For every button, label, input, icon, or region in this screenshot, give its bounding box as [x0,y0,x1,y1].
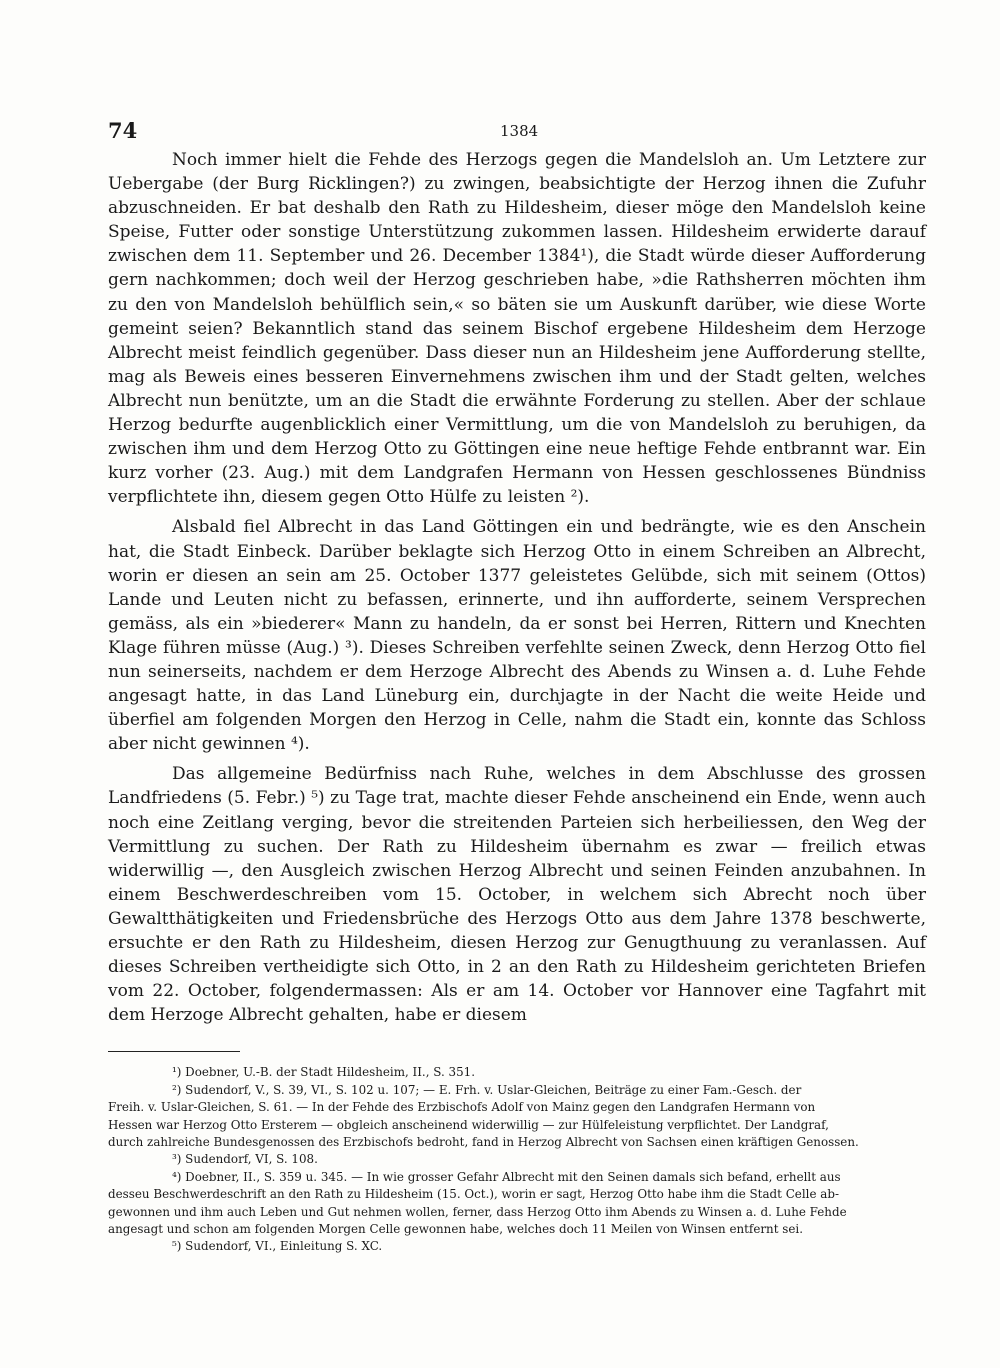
footnotes [108,1064,926,1255]
footnote-1 [108,1064,926,1081]
footnote-line: ⁵) Sudendorf, VI., Einleitung S. XC. [172,1239,383,1254]
footnote-line: desseu Beschwerdeschrift an den Rath zu Hildesheim (15. Oct.), worin er sagt, Herzog Otto habe ihm die Stadt Celle ab- [108,1187,839,1202]
footnote-line: Hessen war Herzog Otto Ersterem — obgleich anscheinend widerwillig — zur Hülfeleistung verpflichtet. Der Landgraf, [108,1117,829,1132]
footnote-line: gewonnen und ihm auch Leben und Gut nehmen wollen, ferner, dass Herzog Otto ihm Abends zu Winsen a. d. Luhe Fehde [108,1204,847,1219]
paragraph-2: Alsbald fiel Albrecht in das Land Göttingen ein und bedrängte, wie es den Anschein hat, die Stadt Einbeck. Darüber beklagte sich Herzog Otto in einem Schreiben an Albrecht, worin er diesen an sein am 25. October 1377 geleistetes Gelübde, sich mit seinem (Ottos) Lande und Leuten nicht zu befassen, erinnerte, und ihn aufforderte, seinem Versprechen gemäss, als ein »biederer« Mann zu handeln, da er sonst bei Herren, Rittern und Knechten Klage führen müsse (Aug.) ³). Dieses Schreiben verfehlte seinen Zweck, denn Herzog Otto fiel nun seinerseits, nachdem er dem Herzoge Albrecht des Abends zu Winsen a. d. Luhe Fehde angesagt hatte, in das Land Lüneburg ein, durchjagte in der Nacht die weite Heide und überfiel am folgenden Morgen den Herzog in Celle, nahm die Stadt ein, konnte das Schloss aber nicht gewinnen ⁴). [108,517,926,755]
footnote-3 [108,1151,926,1168]
footnote-5 [108,1238,926,1255]
footnote-separator [108,1051,240,1052]
footnote-line: angesagt und schon am folgenden Morgen Celle gewonnen habe, welches doch 11 Meilen von Winsen entfernt sei. [108,1222,803,1237]
running-head-year: 1384 [500,122,539,140]
paragraph-1: Noch immer hielt die Fehde des Herzogs gegen die Mandelsloh an. Um Letztere zur Uebergabe (der Burg Ricklingen?) zu zwingen, beabsichtigte der Herzog ihnen die Zufuhr abzuschneiden. Er bat deshalb den Rath zu Hildesheim, dieser möge den Mandelsloh keine Speise, Futter oder sonstige Unterstützung zukommen lassen. Hildesheim erwiderte darauf zwischen dem 11. September und 26. December 1384¹), die Stadt würde dieser Aufforderung gern nachkommen; doch weil der Herzog geschrieben habe, »die Rathsherren möchten ihm zu den von Mandelsloh behülflich sein,« so bäten sie um Auskunft darüber, wie diese Worte gemeint seien? Bekanntlich stand das seinem Bischof ergebene Hildesheim dem Herzoge Albrecht meist feindlich gegenüber. Dass dieser nun an Hildesheim jene Aufforderung stellte, mag als Beweis eines besseren Einvernehmens zwischen ihm und der Stadt gelten, welches Albrecht nun benützte, um an die Stadt die erwähnte Forderung zu stellen. Aber der schlaue Herzog bedurfte augenblicklich einer Vermittlung, um die von Mandelsloh zu beruhigen, da zwischen ihm und dem Herzog Otto zu Göttingen eine neue heftige Fehde entbrannt war. Ein kurz vorher (23. Aug.) mit dem Landgrafen Hermann von Hessen geschlossenes Bündniss verpflichtete ihn, diesem gegen Otto Hülfe zu leisten ²). [108,150,926,508]
footnote-line: ¹) Doebner, U.-B. der Stadt Hildesheim, II., S. 351. [172,1065,476,1080]
footnote-line: durch zahlreiche Bundesgenossen des Erzbischofs bedroht, fand in Herzog Albrecht von Sachsen einen kräftigen Genossen. [108,1135,859,1149]
page-header [108,118,926,148]
footnote-line: Freih. v. Uslar-Gleichen, S. 61. — In der Fehde des Erzbischofs Adolf von Mainz gegen den Landgrafen Hermann von [108,1100,816,1115]
footnote-line: ⁴) Doebner, II., S. 359 u. 345. — In wie grosser Gefahr Albrecht mit den Seinen damals sich befand, erhellt aus [172,1169,841,1184]
page-number: 74 [108,118,138,143]
body-text [108,148,926,1027]
paragraph-3: Das allgemeine Bedürfniss nach Ruhe, welches in dem Abschlusse des grossen Landfriedens (5. Febr.) ⁵) zu Tage trat, machte dieser Fehde anscheinend ein Ende, wenn auch noch eine Zeitlang verging, bevor die streitenden Parteien sich herbeiliessen, den Weg der Vermittlung zu suchen. Der Rath zu Hildesheim übernahm es zwar — freilich etwas widerwillig —, den Ausgleich zwischen Herzog Albrecht und seinen Feinden anzubahnen. In einem Beschwerdeschreiben vom 15. October, in welchem sich Abrecht noch über Gewaltthätigkeiten und Friedensbrüche des Herzogs Otto aus dem Jahre 1378 beschwerte, ersuchte er den Rath zu Hildesheim, diesen Herzog zur Genugthuung zu veranlassen. Auf dieses Schreiben vertheidigte sich Otto, in 2 an den Rath zu Hildesheim gerichteten Briefen vom 22. October, folgendermassen: Als er am 14. October vor Hannover eine Tagfahrt mit dem Herzoge Albrecht gehalten, habe er diesem [108,764,926,1026]
page [108,118,926,1256]
footnote-line: ³) Sudendorf, VI, S. 108. [172,1152,318,1167]
footnote-4 [108,1169,926,1239]
footnote-line: ²) Sudendorf, V., S. 39, VI., S. 102 u. 107; — E. Frh. v. Uslar-Gleichen, Beiträge zu einer Fam.-Gesch. der [172,1082,802,1097]
footnote-2 [108,1082,926,1152]
